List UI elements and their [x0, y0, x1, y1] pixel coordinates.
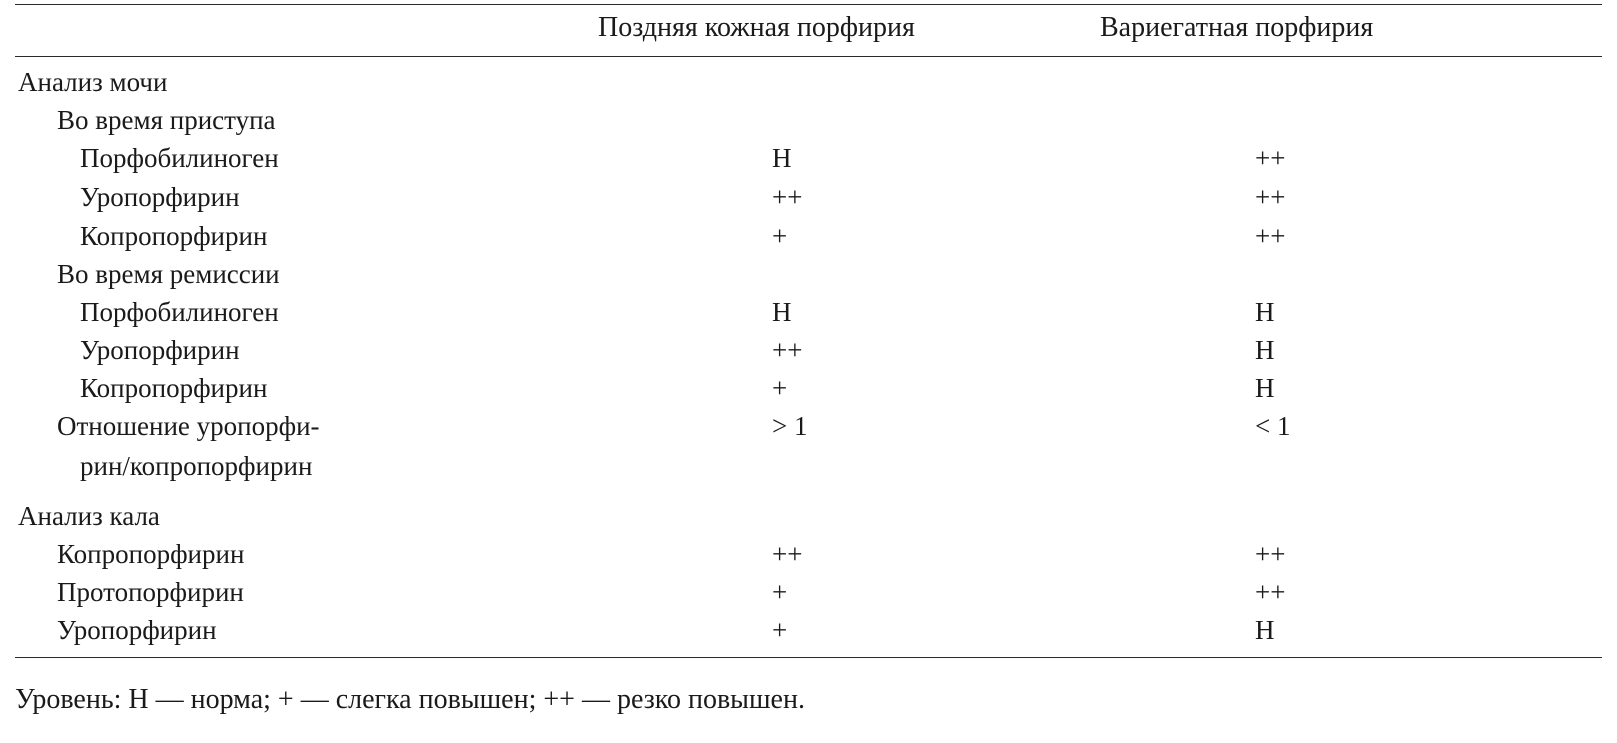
cell-value: Н [772, 143, 792, 173]
row-label: Уропорфирин [57, 615, 217, 645]
table-bottom-rule [15, 657, 1602, 658]
subsection-label-remission: Во время ремиссии [57, 259, 280, 289]
cell-value: Н [772, 297, 792, 327]
cell-value: < 1 [1255, 411, 1291, 441]
row-label: Копропорфирин [80, 221, 268, 251]
row-label: Порфобилиноген [80, 297, 279, 327]
cell-value: Н [1255, 373, 1275, 403]
cell-value: ++ [1255, 143, 1286, 173]
cell-value: Н [1255, 335, 1275, 365]
cell-value: + [772, 373, 788, 403]
cell-value: ++ [772, 335, 803, 365]
cell-value: ++ [1255, 221, 1286, 251]
row-label: Копропорфирин [80, 373, 268, 403]
cell-value: ++ [772, 539, 803, 569]
column-header-late-cutaneous-porphyria: Поздняя кожная порфирия [598, 12, 915, 43]
section-label-stool-analysis: Анализ кала [18, 501, 160, 531]
cell-value: ++ [772, 182, 803, 212]
cell-value: Н [1255, 297, 1275, 327]
row-label: Копропорфирин [57, 539, 245, 569]
row-label: Уропорфирин [80, 335, 240, 365]
cell-value: ++ [1255, 539, 1286, 569]
cell-value: > 1 [772, 411, 808, 441]
row-label: Протопорфирин [57, 577, 244, 607]
row-label: Уропорфирин [80, 182, 240, 212]
column-header-variegate-porphyria: Вариегатная порфирия [1100, 12, 1374, 43]
table-top-rule [15, 4, 1602, 5]
row-label: Порфобилиноген [80, 143, 279, 173]
row-label: Отношение уропорфи- [57, 411, 320, 441]
table-footnote: Уровень: Н — норма; + — слегка повышен; ++ — резко повышен. [15, 684, 805, 715]
cell-value: + [772, 615, 788, 645]
cell-value: + [772, 577, 788, 607]
section-label-urine-analysis: Анализ мочи [18, 67, 168, 97]
subsection-label-attack: Во время приступа [57, 105, 276, 135]
cell-value: ++ [1255, 577, 1286, 607]
cell-value: + [772, 221, 788, 251]
cell-value: ++ [1255, 182, 1286, 212]
cell-value: Н [1255, 615, 1275, 645]
table-header-rule [15, 56, 1602, 57]
row-label-continuation: рин/копропорфирин [80, 451, 313, 481]
